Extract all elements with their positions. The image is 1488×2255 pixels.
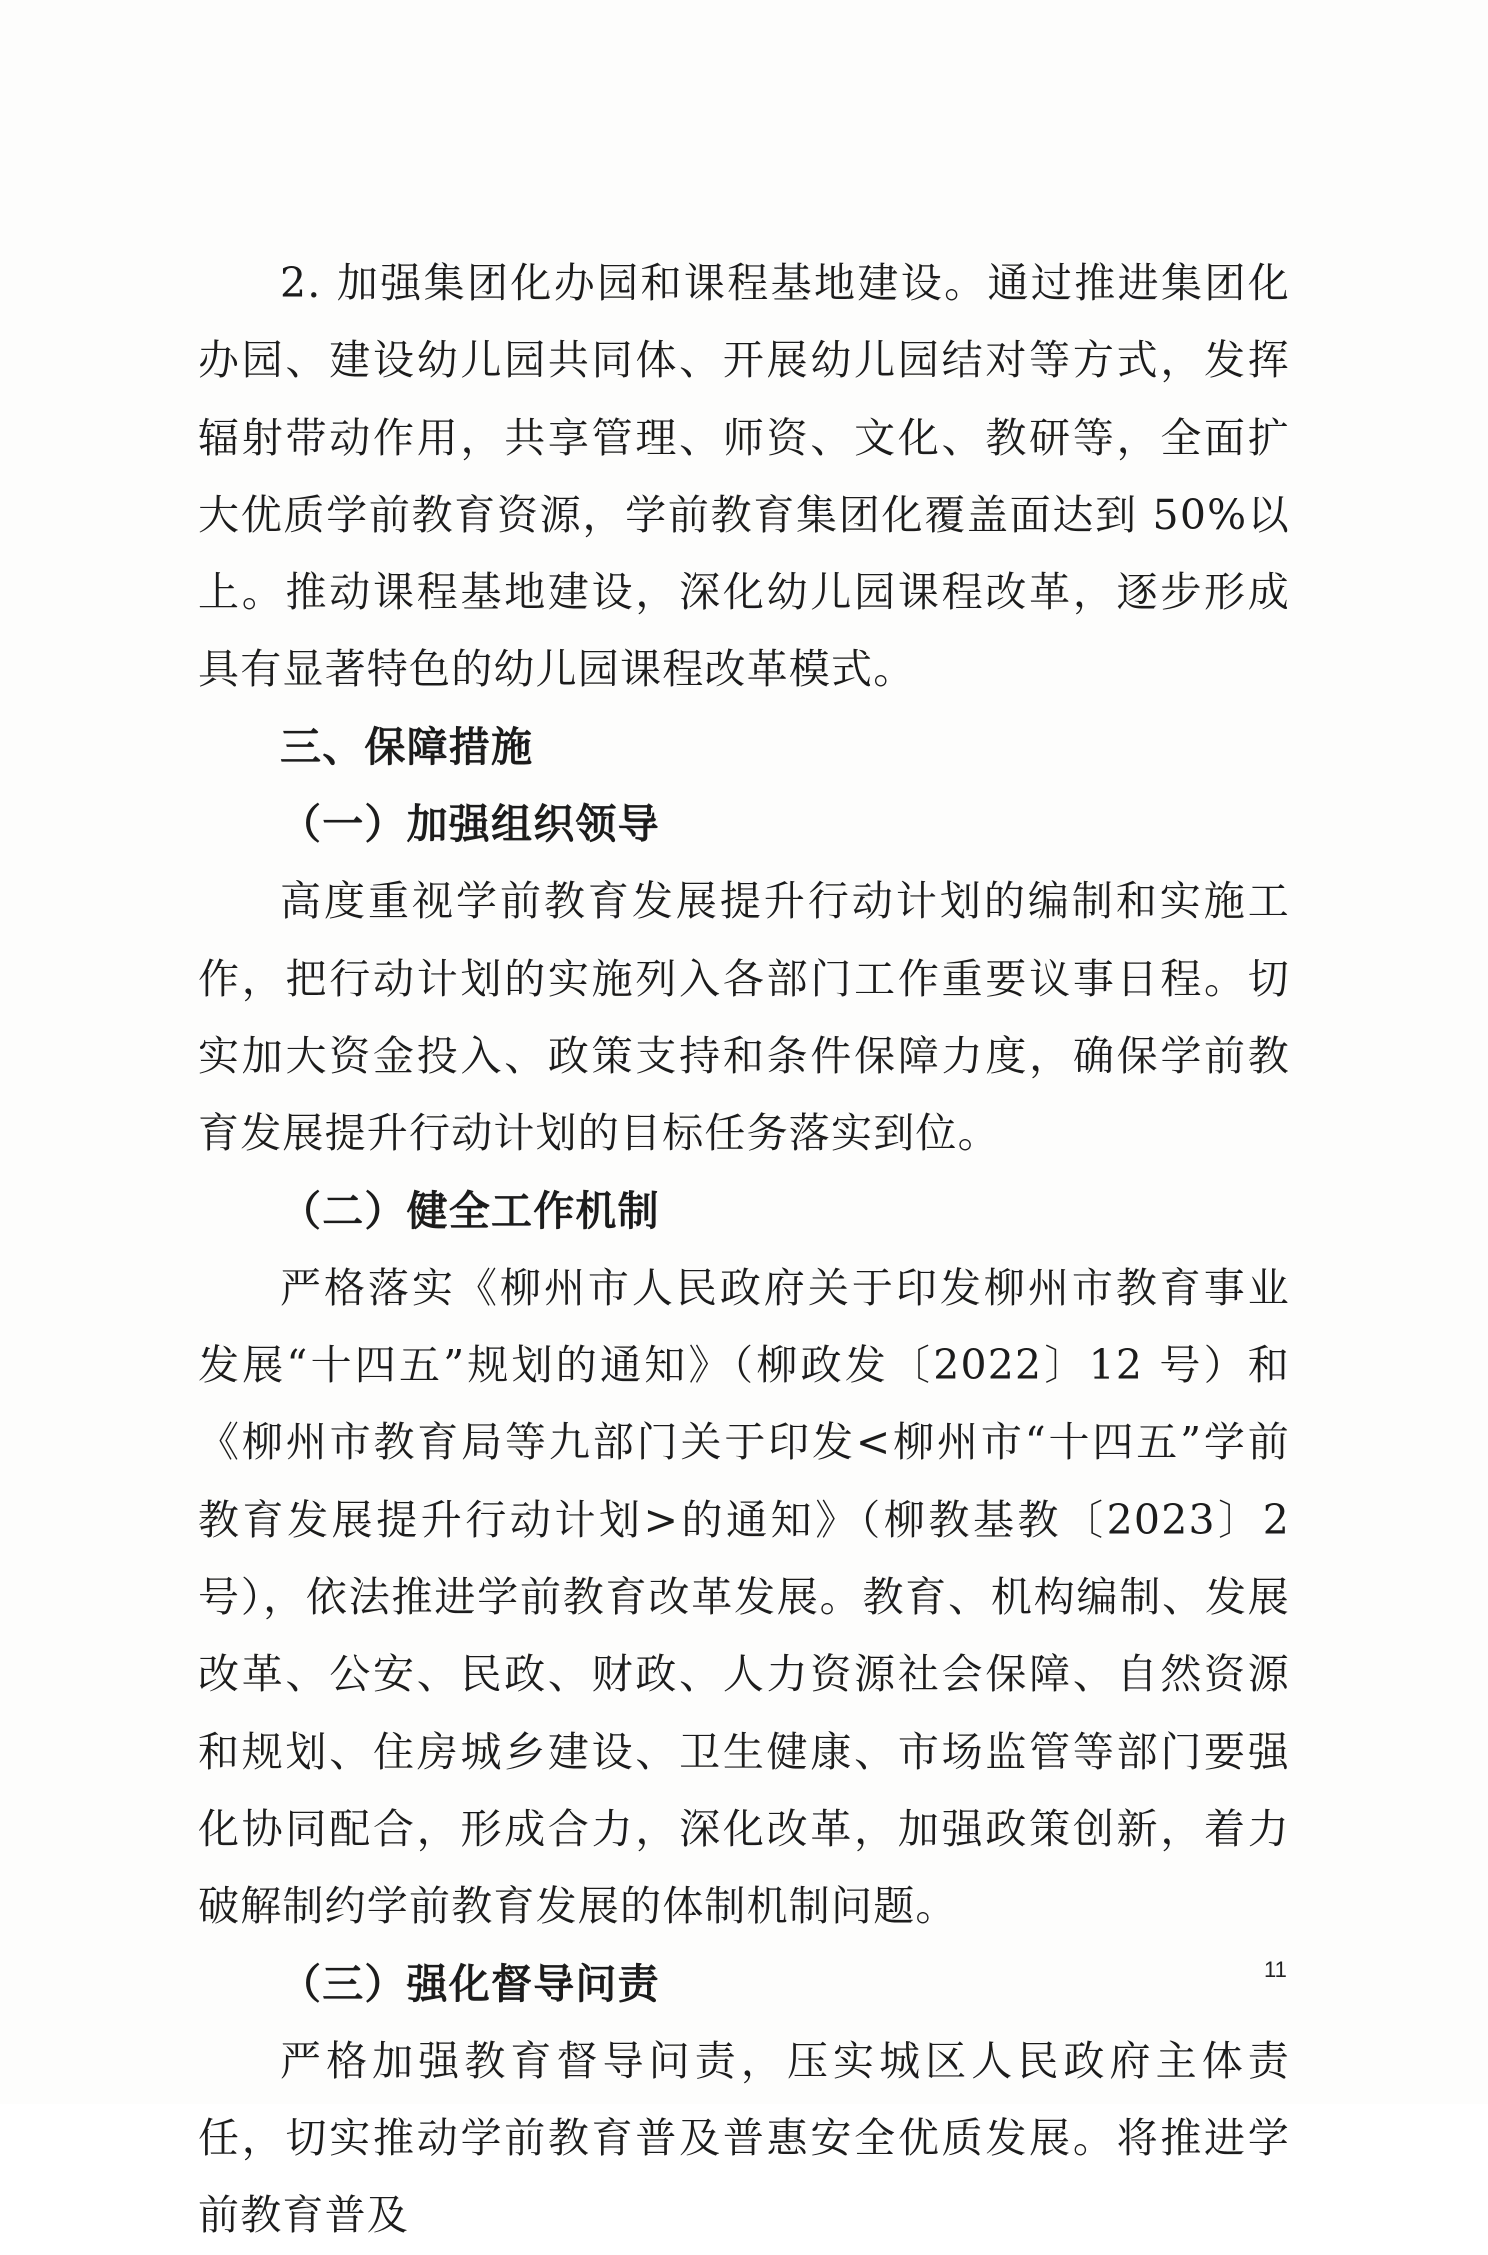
paragraph-kindergarten-groups: 2. 加强集团化办园和课程基地建设。通过推进集团化办园、建设幼儿园共同体、开展幼儿园结对等方式，发挥辐射带动作用，共享管理、师资、文化、教研等，全面扩大优质学前教育资源，学前教育集团化覆盖面达到 50%以上。推动课程基地建设，深化幼儿园课程改革，逐步形成具有显著特色的幼儿园课程改革模式。	[198, 259, 1290, 694]
subheading-supervision-accountability: （三）强化督导问责	[280, 1959, 660, 2008]
subheading-organization-leadership: （一）加强组织领导	[280, 800, 660, 849]
paragraph-organization-leadership: 高度重视学前教育发展提升行动计划的编制和实施工作，把行动计划的实施列入各部门工作重要议事日程。切实加大资金投入、政策支持和条件保障力度，确保学前教育发展提升行动计划的目标任务落实到位。	[198, 877, 1290, 1158]
paragraph-work-mechanism: 严格落实《柳州市人民政府关于印发柳州市教育事业发展“十四五”规划的通知》（柳政发〔2022〕12 号）和《柳州市教育局等九部门关于印发<柳州市“十四五”学前教育发展提升行动计划>的通知》（柳教基教〔2023〕2 号），依法推进学前教育改革发展。教育、机构编制、发展改革、公安、民政、财政、人力资源社会保障、自然资源和规划、住房城乡建设、卫生健康、市场监管等部门要强化协同配合，形成合力，深化改革，加强政策创新，着力破解制约学前教育发展的体制机制问题。	[198, 1263, 1290, 1931]
page-number: 11	[1264, 1957, 1287, 1982]
section-heading-safeguards: 三、保障措施	[280, 722, 534, 771]
subheading-work-mechanism: （二）健全工作机制	[280, 1186, 660, 1235]
document-body	[198, 245, 1290, 2255]
paragraph-supervision-accountability: 严格加强教育督导问责，压实城区人民政府主体责任，切实推动学前教育普及普惠安全优质发展。将推进学前教育普及	[198, 2036, 1290, 2240]
